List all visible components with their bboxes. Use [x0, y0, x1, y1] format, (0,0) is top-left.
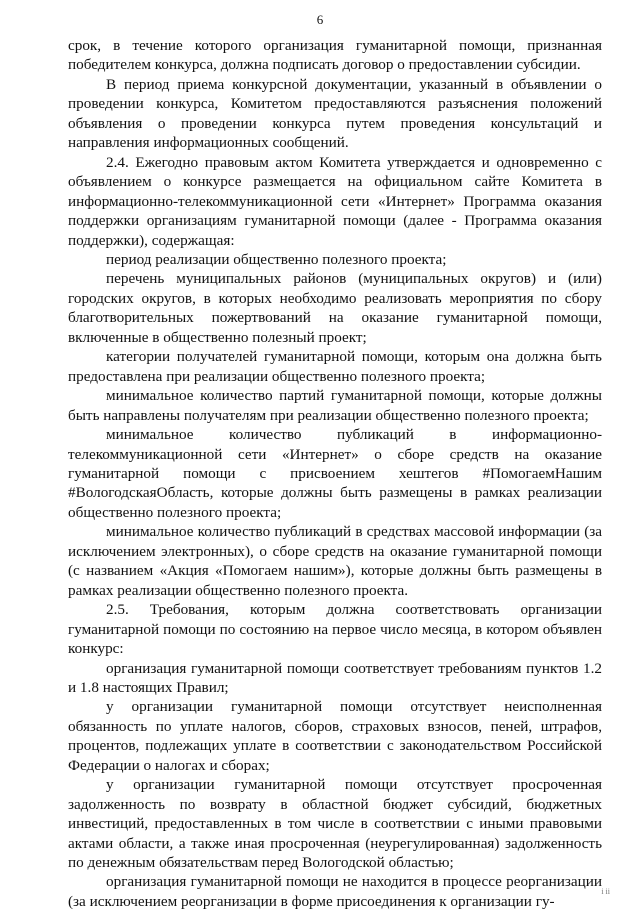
- list-item-districts: перечень муниципальных районов (муниципальных округов) и (или) городских округов, в которых необходимо реализовать мероприятия по сбору благотворительных пожертвований на оказание гуманитарной помощи, включенные в общественно полезный проект;: [68, 270, 602, 346]
- list-item-parties: минимальное количество партий гуманитарной помощи, которые должны быть направлены получателям при реализации общественно полезного проекта;: [68, 387, 602, 424]
- paragraph-2-4: 2.4. Ежегодно правовым актом Комитета утверждается и одновременно с объявлением о конкурсе размещается на официальном сайте Комитета в информационно-телекоммуникационной сети «Интернет» Программа оказания поддержки организациям гуманитарной помощи (далее - Программа оказания поддержки), содержащая:: [68, 153, 602, 249]
- list-item-requirements: организация гуманитарной помощи соответствует требованиям пунктов 1.2 и 1.8 настоящих Правил;: [68, 659, 602, 696]
- document-body: [68, 36, 602, 911]
- list-item-internet-publications: минимальное количество публикаций в информационно-телекоммуникационной сети «Интернет» о сборе средств на оказание гуманитарной помощи с присвоением хештегов #ПомогаемНашим #ВологодскаяОбласть, которые должны быть размещены в рамках реализации общественно полезного проекта;: [68, 426, 602, 521]
- footer-mark: і іі: [601, 887, 610, 896]
- list-item-recipients: категории получателей гуманитарной помощи, которым она должна быть предоставлена при реализации общественно полезного проекта;: [68, 348, 602, 385]
- list-item-no-overdue-debt: у организации гуманитарной помощи отсутствует просроченная задолженность по возврату в областной бюджет субсидий, бюджетных инвестиций, предоставленных в том числе в соответствии с иными правовыми актами области, а также иная просроченная (неурегулированная) задолженность по денежным обязательствам перед Вологодской областью;: [68, 776, 602, 872]
- list-item-no-reorganization: организация гуманитарной помощи не находится в процессе реорганизации (за исключением реорганизации в форме присоединения к организации гу-: [68, 873, 602, 910]
- list-item-period: период реализации общественно полезного проекта;: [106, 250, 447, 268]
- list-item-no-tax-debt: у организации гуманитарной помощи отсутствует неисполненная обязанность по уплате налогов, сборов, страховых взносов, пеней, штрафов, процентов, подлежащих уплате в соответствии с законодательством Российской Федерации о налогах и сборах;: [68, 698, 602, 774]
- paragraph-continuation: срок, в течение которого организация гуманитарной помощи, признанная победителем конкурса, должна подписать договор о предоставлении субсидии.: [68, 37, 602, 74]
- paragraph-clarifications: В период приема конкурсной документации, указанный в объявлении о проведении конкурса, Комитетом предоставляются разъяснения положений объявления о проведении конкурса путем проведения консультаций и направления информационных сообщений.: [68, 75, 602, 152]
- page-number: 6: [316, 12, 324, 27]
- paragraph-2-5: 2.5. Требования, которым должна соответствовать организации гуманитарной помощи по состоянию на первое число месяца, в котором объявлен конкурс:: [68, 601, 602, 658]
- list-item-media-publications: минимальное количество публикаций в средствах массовой информации (за исключением электронных), о сборе средств на оказание гуманитарной помощи (с названием «Акция «Помогаем нашим»), которые должны быть размещены в рамках реализации общественно полезного проекта.: [68, 523, 602, 599]
